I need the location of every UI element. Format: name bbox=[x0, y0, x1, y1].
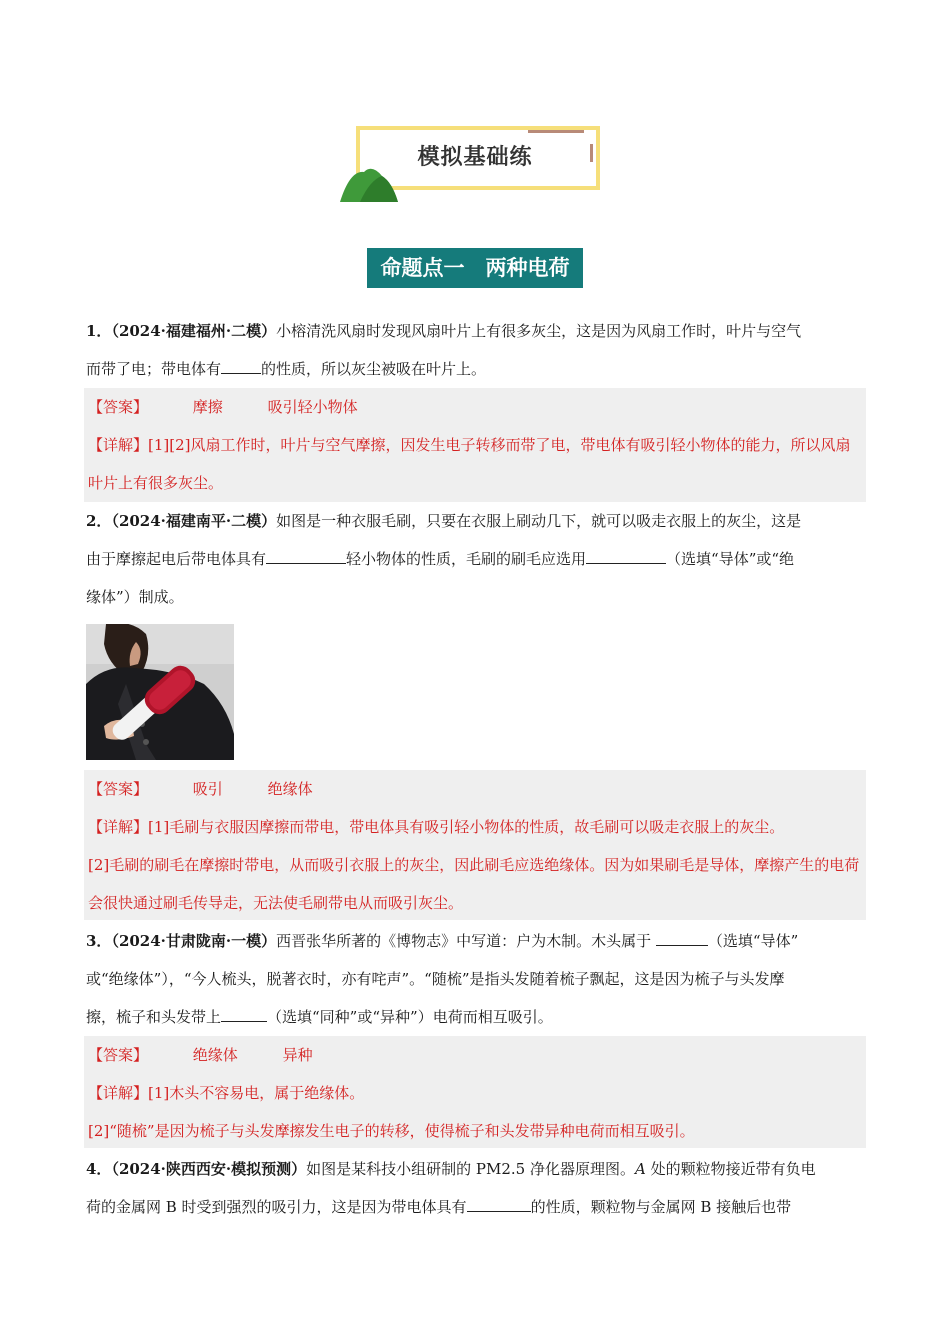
section-banner bbox=[340, 122, 610, 204]
answer-blank bbox=[467, 1194, 531, 1212]
answer-line bbox=[88, 770, 313, 808]
detail-label: 【详解】 bbox=[88, 1084, 149, 1102]
answer-value: 异种 bbox=[282, 1046, 313, 1064]
detail-label: 【详解】 bbox=[88, 818, 149, 836]
question-3 bbox=[86, 922, 870, 1036]
question-source: （2024·福建南平·二模） bbox=[111, 512, 277, 530]
question-text: 的性质，颗粒物与金属网 B 接触后也带 bbox=[530, 1198, 792, 1216]
question-4 bbox=[86, 1150, 870, 1226]
question-number: 3． bbox=[86, 932, 112, 950]
question-text: 如图是一种衣服毛刷，只要在衣服上刷动几下，就可以吸走衣服上的灰尘，这是 bbox=[276, 512, 802, 530]
answer-line bbox=[88, 1036, 313, 1074]
question-text: （选填“导体”或“绝 bbox=[666, 550, 795, 568]
detail-text: [2]毛刷的刷毛在摩擦时带电，从而吸引衣服上的灰尘，因此刷毛应选绝缘体。因为如果刷毛是导体，摩擦产生的电荷会很快通过刷毛传导走，无法使毛刷带电从而吸引灰尘。 bbox=[88, 856, 860, 912]
answer-label: 【答案】 bbox=[88, 1046, 149, 1064]
question-text: 而带了电；带电体有 bbox=[86, 360, 222, 378]
detail-text bbox=[88, 1074, 860, 1112]
question-source: （2024·陕西西安·模拟预测） bbox=[111, 1160, 307, 1178]
question-number: 1． bbox=[86, 322, 112, 340]
section-title: 命题点一 两种电荷 bbox=[367, 248, 583, 288]
question-text: 缘体”）制成。 bbox=[86, 588, 184, 606]
detail-body: [1]毛刷与衣服因摩擦而带电，带电体具有吸引轻小物体的性质，故毛刷可以吸走衣服上的灰尘。 bbox=[148, 818, 785, 836]
question-text: 荷的金属网 B 时受到强烈的吸引力，这是因为带电体具有 bbox=[86, 1198, 467, 1216]
answer-box-2 bbox=[84, 770, 866, 920]
detail-body: [1]木头不容易电，属于绝缘体。 bbox=[148, 1084, 365, 1102]
answer-blank bbox=[266, 546, 346, 564]
answer-label: 【答案】 bbox=[88, 398, 149, 416]
clothes-brush-photo bbox=[86, 624, 234, 760]
question-text: （选填“同种”或“异种”）电荷而相互吸引。 bbox=[267, 1008, 553, 1026]
answer-blank bbox=[656, 928, 708, 946]
detail-text bbox=[88, 426, 860, 502]
question-text: （选填“导体” bbox=[707, 932, 799, 950]
question-text: 西晋张华所著的《博物志》中写道：户为木制。木头属于 bbox=[276, 932, 656, 950]
answer-value: 绝缘体 bbox=[267, 780, 313, 798]
answer-value: 吸引 bbox=[192, 780, 223, 798]
detail-text bbox=[88, 808, 860, 846]
question-text: 轻小物体的性质，毛刷的刷毛应选用 bbox=[346, 550, 587, 568]
question-text: 或“绝缘体”），“今人梳头，脱著衣时，亦有咤声”。“随梳”是指头发随着梳子飘起，这是因为梳子与头发摩 bbox=[86, 970, 785, 988]
answer-blank bbox=[221, 1004, 267, 1022]
answer-line bbox=[88, 388, 358, 426]
question-text: 擦，梳子和头发带上 bbox=[86, 1008, 222, 1026]
question-2 bbox=[86, 502, 870, 616]
question-1 bbox=[86, 312, 870, 388]
answer-label: 【答案】 bbox=[88, 780, 149, 798]
question-text: 小榕清洗风扇时发现风扇叶片上有很多灰尘，这是因为风扇工作时，叶片与空气 bbox=[276, 322, 802, 340]
answer-value: 绝缘体 bbox=[192, 1046, 238, 1064]
detail-label: 【详解】 bbox=[88, 436, 149, 454]
answer-blank bbox=[586, 546, 666, 564]
question-number: 2． bbox=[86, 512, 112, 530]
question-text: 的性质，所以灰尘被吸在叶片上。 bbox=[261, 360, 487, 378]
answer-value: 摩擦 bbox=[192, 398, 223, 416]
answer-value: 吸引轻小物体 bbox=[267, 398, 358, 416]
answer-box-1 bbox=[84, 388, 866, 502]
detail-text: [2]“随梳”是因为梳子与头发摩擦发生电子的转移，使得梳子和头发带异种电荷而相互吸引。 bbox=[88, 1122, 695, 1140]
question-number: 4． bbox=[86, 1160, 112, 1178]
banner-decor-line bbox=[528, 130, 584, 133]
question-text: 如图是某科技小组研制的 PM2.5 净化器原理图。 bbox=[306, 1160, 635, 1178]
detail-body: [1][2]风扇工作时，叶片与空气摩擦，因发生电子转移而带了电，带电体有吸引轻小物体的能力，所以风扇叶片上有很多灰尘。 bbox=[88, 436, 851, 492]
question-text: 处的颗粒物接近带有负电 bbox=[645, 1160, 816, 1178]
banner-title: 模拟基础练 bbox=[417, 145, 533, 170]
answer-box-3 bbox=[84, 1036, 866, 1148]
answer-blank bbox=[221, 356, 261, 374]
question-text: A bbox=[635, 1160, 646, 1178]
question-source: （2024·福建福州·二模） bbox=[111, 322, 277, 340]
question-source: （2024·甘肃陇南·一模） bbox=[111, 932, 277, 950]
question-text: 由于摩擦起电后带电体具有 bbox=[86, 550, 267, 568]
